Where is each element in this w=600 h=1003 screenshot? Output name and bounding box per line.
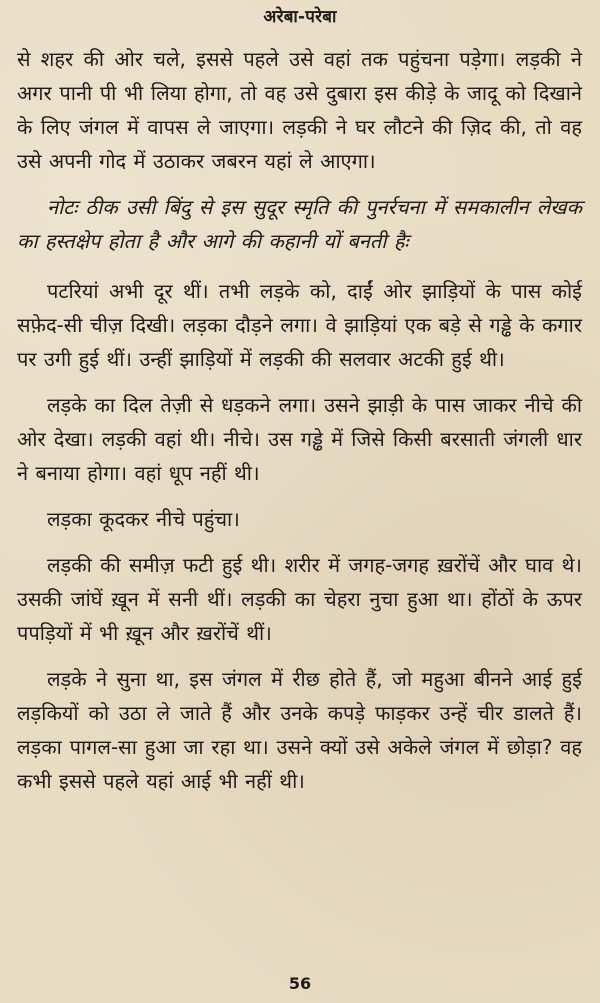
paragraph-5: लड़का कूदकर नीचे पहुंचा। [47, 507, 240, 531]
paragraph-4: लड़के का दिल तेज़ी से धड़कने लगा। उसने झाड़ी के पास जाकर नीचे की ओर देखा। लड़की वहां थी। नीचे। उस गड्ढे में जिसे किसी बरसाती जंगली धार ने बनाया होगा। वहां धूप नहीं थी। [17, 393, 582, 485]
paragraph-3: पटरियां अभी दूर थीं। तभी लड़के को, दाईं ओर झाड़ियों के पास कोई सफ़ेद-सी चीज़ दिखी। लड़का दौड़ने लगा। वे झाड़ियां एक बड़े से गड्ढे के कगार पर उगी हुई थीं। उन्हीं झाड़ियों में लड़की की सलवार अटकी हुई थी। [17, 279, 582, 371]
paragraph-1: से शहर की ओर चले, इससे पहले उसे वहां तक पहुंचना पड़ेगा। लड़की ने अगर पानी पी भी लिया होगा, तो वह उसे दुबारा इस कीड़े के जादू को दिखाने के लिए जंगल में वापस ले जाएगा। लड़की ने घर लौटने की ज़िद की, तो वह उसे अपनी गोद में उठाकर जबरन यहां ले आएगा। [17, 47, 582, 173]
page-number: 56 [288, 974, 312, 993]
running-head: अरेबा-परेबा [263, 7, 337, 27]
paragraph-6: लड़की की समीज़ फटी हुई थी। शरीर में जगह-जगह ख़रोंचें और घाव थे। उसकी जांघें ख़ून में सनी थीं। लड़की का चेहरा नुचा हुआ था। होंठों के ऊपर पपड़ियों में भी ख़ून और ख़रोंचें थीं। [17, 553, 582, 645]
page-body [17, 42, 582, 810]
paragraph-2-note: नोटः ठीक उसी बिंदु से इस सुदूर स्मृति की पुनर्रचना में समकालीन लेखक का हस्तक्षेप होता है और आगे की कहानी यों बनती हैः [17, 195, 582, 253]
paragraph-7: लड़के ने सुना था, इस जंगल में रीछ होते हैं, जो महुआ बीनने आई हुई लड़कियों को उठा ले जाते हैं और उनके कपड़े फाड़कर उन्हें चीर डालते हैं। लड़का पागल-सा हुआ जा रहा था। उसने क्यों उसे अकेले जंगल में छोड़ा? वह कभी इससे पहले यहां आई भी नहीं थी। [17, 667, 582, 793]
